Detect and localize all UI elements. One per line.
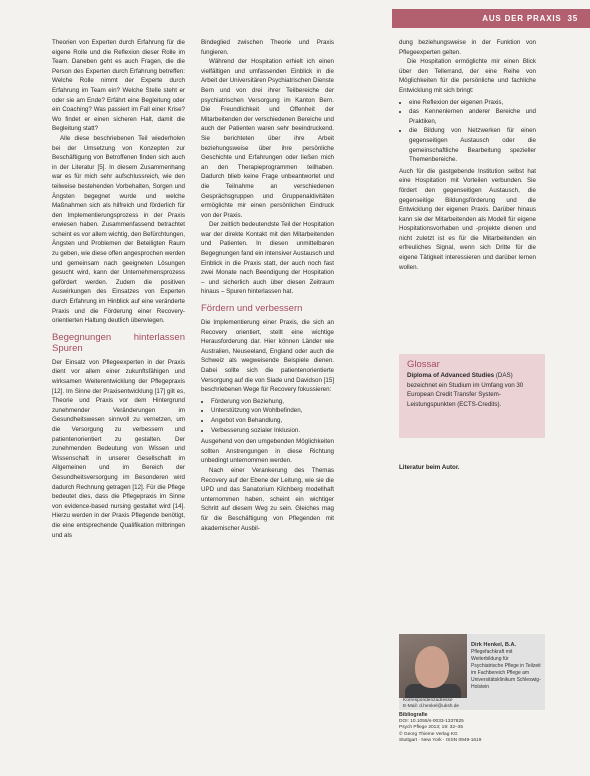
recovery-list [201, 397, 334, 435]
paragraph: Die Implementierung einer Praxis, die sich an Recovery orientiert, stellt eine wichtige Herausforderung dar. Hier können Länder wie Australien, Neuseeland, England oder auch die Schweiz als wegweisende Beispiele dienen. Dabei sollte sich die patientenorientierte Versorgung auf die von Slade und Davidson [15] beschriebenen Wege für Recovery fokussieren: [201, 319, 334, 394]
list-item: • die Bildung von Netzwerken für einen gegenseitigen Austausch oder die gemeinschaftliche Bearbeitung spezieller Themenbereiche. [409, 126, 536, 164]
column-1 [52, 38, 185, 540]
paragraph: Die Hospitation ermöglichte mir einen Blick über den Tellerrand, der eine Reihe von Möglichkeiten für die persönliche und fachliche Entwicklung mit sich bringt: [399, 58, 536, 94]
literature-note: Literatur beim Autor. [399, 464, 460, 471]
biblio-publisher: © Georg Thieme Verlag KG [399, 731, 458, 737]
section-header [392, 9, 590, 28]
biblio-journal: Psych Pflege 2013; 19: 32–35 [399, 725, 464, 731]
column-3 [399, 38, 536, 272]
section-heading: Fördern und verbessern [201, 303, 303, 315]
photo-face [415, 646, 449, 688]
list-item: • Unterstützung von Wohlbefinden, [211, 406, 334, 416]
bibliography [399, 712, 545, 744]
contact-email: E-Mail: d.henkel@uksh.de [403, 704, 460, 709]
glossary-term: Diploma of Advanced Studies [407, 372, 495, 380]
list-item: • Verbesserung sozialer Inklusion. [211, 426, 334, 436]
paragraph: Bindeglied zwischen Theorie und Praxis fungieren. [201, 39, 334, 56]
list-item: • das Kennenlernen anderer Bereiche und Praktiken, [409, 107, 536, 126]
author-name: Dirk Henkel, B.A. [471, 642, 517, 648]
contact-label: Korrespondenzadresse [403, 698, 453, 703]
paragraph: Der Einsatz von Pflegeexperten in der Praxis dient vor allem einer zukunftsfähigen und wirksamen Weiterentwicklung der Pflegepraxis [12]. Im Sinne der Praxisentwicklung [17] gilt es, Theorie und Praxis vor dem Hintergrund zunehmender Veränderungen im Gesundheitswesen sinnvoll zu vernetzen, um die Versorgung zu verbessern und patientenorientiert zu gestalten. Der zunehmenden Bedeutung von Wissen und Wissenschaft in unserer Gesellschaft im Allgemeinen und im Bereich der Gesundheitsversorgung im Besonderen wird dadurch Rechnung getragen [12]. Für die Pflege bedeutet dies, dass die Pflegepraxis im Sinne von evidence-based nursing gestaltet wird [14]. Hierzu werden in der Praxis Pflegende benötigt, die eine entsprechende Qualifikation mitbringen und als [52, 358, 185, 539]
paragraph: Der zeitlich bedeutendste Teil der Hospitation war der direkte Kontakt mit den Mitarbeitenden und Patienten. In diesen unmittelbaren Begegnungen fand ein intensiver Austausch und Einblick in die Praxis statt, der auch noch fast zwei Monate nach Beendigung der Hospitation – und sicherlich auch über diesen Zeitraum hinaus – Spuren hinterlassen hat. [201, 221, 334, 296]
paragraph: Alle diese beschriebenen Teil wiederholen bei der Umsetzung von Konzepten zur Beschäftigung von Betroffenen finden sich auch in der Literatur [5]. In diesem Zusammenhang war es für mich sehr aufschlussreich, wie den teilweise bestehenden Vorbehalten, Sorgen und Ängsten begegnet wurde und welche Maßnahmen sich als hilfreich und förderlich für den Implementierungsprozess in der Praxis erwiesen haben. Zusammenfassend betrachtet scheint es vor allem wichtig, den Befürchtungen, Ängsten und Problemen der Beteiligten Raum zu geben, wie diese offen angesprochen werden und gemeinsam nach geeigneten Lösungen gesucht wird, kann der Unternehmensprozess gefördert werden. Zudem die positiven Auswirkungen des Einsatzes von Experten durch Erfahrung im Hinblick auf eine veränderte Praxis und die Förderung einer Recovery-orientierten Haltung deutlich überwiegen. [52, 134, 186, 325]
biblio-city: Stuttgart · New York · ISSN 0949-1619 [399, 737, 482, 743]
paragraph: Theorien von Experten durch Erfahrung für die eigene Rolle und die Reflexion dieser Rolle im Team. Daneben geht es auch Fragen, die die Person des Experten durch Erfahrung betreffen: Welche Rolle nimmt der Experte durch Erfahrung im Team ein? Welche Stelle steht er oder sie am Ende? Erfährt eine Begleitung oder ein Coaching? Was passiert im Fall einer Krise? Wo findet er einen sicheren Halt, damit die Begleitung statt? [52, 39, 185, 133]
paragraph: Während der Hospitation erhielt ich einen vielfältigen und umfassenden Einblick in die Arbeit der Universitären Psychiatrischen Dienste Bern und von drei ihrer Teilbereiche der psychiatrischen Versorgung im Kanton Bern. Die Freundlichkeit und Offenheit der Mitarbeitenden der verschiedenen Bereiche und auch der Patienten waren sehr beeindruckend. Sie berichteten über ihre Arbeit beziehungsweise über ihre persönliche Geschichte und Erfahrungen oder ließen mich an den Therapieprogrammen teilhaben. Dadurch blieb keine Frage unbeantwortet und die Teilnahme an verschiedenen Gesprächsgruppen und Gruppenaktivitäten ermöglichte mir einen persönlichen Eindruck von der Praxis. [201, 58, 334, 219]
section-title: AUS DER PRAXIS [482, 14, 562, 23]
list-item: • Angebot von Behandlung, [211, 416, 334, 426]
author-photo [399, 634, 467, 698]
author-description: Pflegefachkraft mit Weiterbildung für Psychiatrische Pflege in Teilzeit im Fachbereich Pflege am Universitätsklinikum Schleswig-Holstein [471, 649, 541, 690]
glossary-definition: (DAS) bezeichnet ein Studium im Umfang von 30 European Credit Transfer System-Leistungspunkten (ECTS-Credits). [407, 372, 524, 408]
biblio-label: Bibliografie [399, 712, 428, 718]
author-bio [471, 642, 541, 691]
list-item: • eine Reflexion der eigenen Praxis, [409, 98, 536, 108]
author-contact [403, 698, 459, 710]
glossary-box [399, 354, 545, 438]
glossary-entry [407, 371, 537, 409]
paragraph: dung beziehungsweise in der Funktion von Pflegeexperten gelten. [399, 39, 536, 56]
paragraph: Ausgehend von den umgebenden Möglichkeiten sollten Anstrengungen in diese Richtung unbedingt unternommen werden. [201, 438, 334, 465]
column-2 [201, 38, 334, 533]
benefits-list [399, 98, 536, 165]
biblio-doi: DOI: 10.1055/s-0033-1337825 [399, 719, 464, 725]
list-item: • Förderung von Beziehung, [211, 397, 334, 407]
author-box [399, 634, 545, 710]
page-number: 35 [567, 14, 578, 23]
paragraph: Auch für die gastgebende Institution selbst hat eine Hospitation mit Vorteilen verbunden. Sie fördert den gegenseitigen Austausch, die gegenseitige Bildungsförderung und die Entwicklung der eigenen Praxis. Darüber hinaus kann sie der Mitarbeitenden als Modell für eigene Hospitationsvorhaben und -projekte dienen und nicht zuletzt ist es für die Mitarbeitenden ein erfreuliches Signal, wenn sich Dritte für die eigene Tätigkeit interessieren und darüber lernen wollen. [399, 167, 536, 271]
glossary-title: Glossar [407, 359, 440, 370]
paragraph: Nach einer Verankerung des Themas Recovery auf der Ebene der Leitung, wie sie die UPD und das Sanatorium Kilchberg modellhaft unternommen haben, scheint ein wichtiger Schritt auf diesem Weg zu sein. Gleiches mag für die Beschäftigung von Pflegenden mit akademischer Ausbil- [201, 466, 334, 532]
section-heading: Begegnungen hinterlassen Spuren [52, 331, 185, 354]
